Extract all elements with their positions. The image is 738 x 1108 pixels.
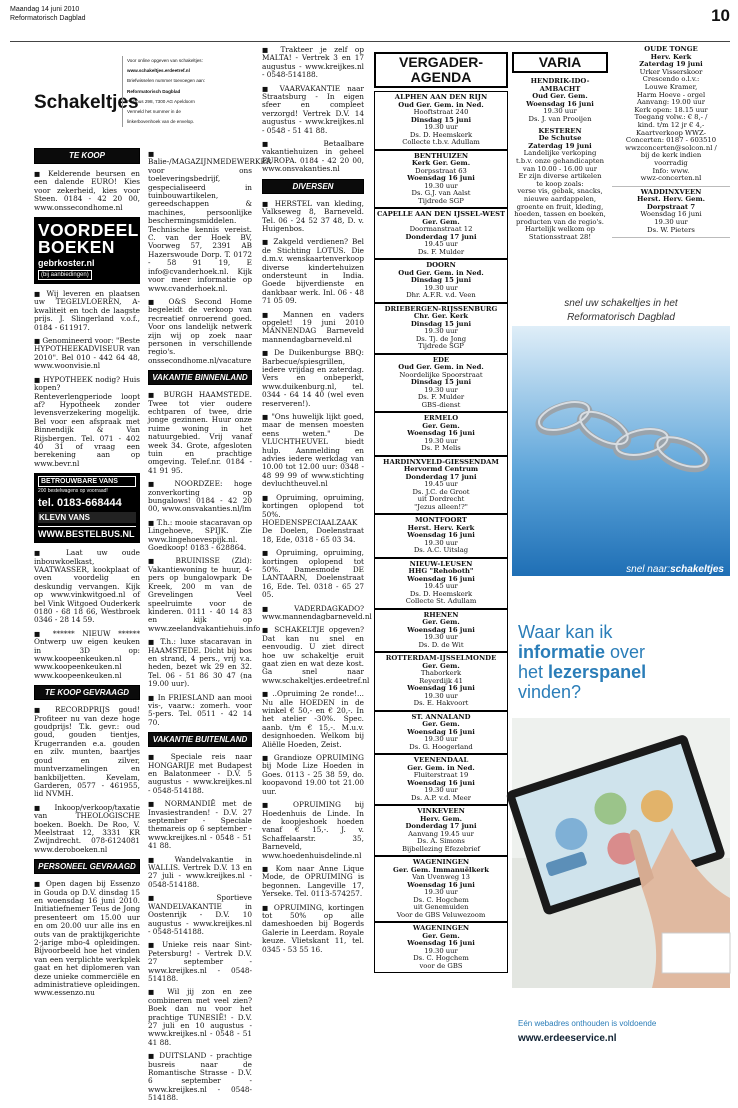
entry-line: Woensdag 16 juni [407, 880, 475, 889]
entry-line: Toegang volw.: € 8,- / [634, 113, 708, 122]
entry-line: Woensdag 16 juni [407, 684, 475, 692]
entry-place: WAGENINGEN [412, 924, 470, 932]
entry-line: 19.30 uur [424, 538, 458, 547]
entry-place: CAPELLE AAN DEN IJSSEL-WEST [376, 210, 506, 218]
entry-line: Thaborkerk [420, 669, 462, 677]
klein-vans-logo: KLEVN VANS [38, 512, 136, 523]
entry-place: WADDINXVEEN [640, 187, 702, 196]
ad-headline: BOEKEN [38, 237, 115, 258]
entry-line: bij de kerk indien [640, 151, 702, 160]
classified-ad: ■ Balie-/MAGAZIJNMEDEWERKER voor ons toeleveringsbedrijf, gespecialiseerd in tuinbouwartikelen, gereedschappen & machines, persoonlijke beschermingsmiddelen. Technische kennis vereist. C. van der Hoek BV, Voorweg 57, 2391 AB Hazerswoude Dorp. T. 0172 - 58 91 19, E info@cvanderhoek.nl. Kijk voor meer informatie op www.cvanderhoek.nl. [148, 150, 252, 293]
entry-line: De Schutse [538, 134, 582, 143]
agenda-entry [374, 412, 508, 456]
entry-line: Woensdag 16 juni [526, 99, 594, 108]
classified-ad: ■ RECORDPRIJS goud! Profiteer nu van deze hoge goudprijs! T.k. gevr.: oud goud, gouden tientjes, Krugerranden e.a. gouden en zilv. munten, baartjes goud en zilver, muntverzamelingen en bankbiljetten. Kevelam, Garderen, 0577 - 461955, lid NVMH. [34, 706, 140, 798]
section-header-diversen: DIVERSEN [262, 179, 364, 194]
entry-line: Oud Ger. Gem. in Ned. [398, 363, 484, 371]
entry-line: Hervormd Centrum [403, 465, 479, 473]
classifieds-column-1 [34, 146, 140, 1003]
classified-ad: ■ Opruiming, opruiming, kortingen oplopend tot 50%. HOEDENSPECIAALZAAK De Doelen, Doelenstraat 18, Ede, 0318 - 65 03 34. [262, 494, 364, 544]
entry-line: Herst. Herv. Kerk [407, 523, 475, 532]
entry-place: DRIEBERGEN-RIJSSENBURG [384, 304, 498, 313]
promo-slogan: snel uw schakeltjes in het [564, 298, 678, 309]
entry-line: Landelijke verkoping [523, 149, 597, 158]
entry-line: voorradig [654, 158, 688, 167]
section-header-personeel-gevraagd: PERSONEEL GEVRAAGD [34, 859, 140, 874]
entry-line: 19.45 uur [424, 240, 458, 248]
ad-phone: tel. 0183-668444 [38, 497, 122, 510]
ad-headline: VOORDEEL [38, 220, 139, 241]
entry-line: Woensdag 16 juni [407, 778, 475, 787]
ad-subline: (bij aanbiedingen) [38, 270, 92, 280]
paper-name: Reformatorisch Dagblad [10, 15, 86, 22]
classified-ad: ■ VAARVAKANTIE naar Straatsburg - In eigen sfeer en compleet verzorgd! Vertrek D.V. 14 augustus - www.kreijkes.nl - 0548 - 51 41 88. [262, 85, 364, 135]
entry-line: Urker Visserskoor [639, 67, 703, 76]
classified-ad: ■ DUITSLAND - prachtige busreis naar de Romantische Strasse - D.V. 6 september - www.kreijkes.nl - 0548-514188. [148, 1052, 252, 1102]
entry-line: Kaartverkoop WWZ- [635, 128, 707, 137]
entry-line: Ds. D. Heemskerk [409, 589, 473, 598]
entry-line: Harm Hoeve - orgel [636, 90, 706, 99]
entry-line: wwzconcerten@solcon.nl / [625, 143, 717, 152]
agenda-entry [374, 456, 508, 515]
entry-place: MONTFOORT [415, 516, 467, 524]
entry-line: van 10.00 - 16.00 uur [522, 164, 598, 173]
classified-ad: ■ Genomineerd voor: "Beste HYPOTHEEKADVISEUR van 2010". Bel 010 - 442 64 48, www.woonvisie.nl [34, 337, 140, 371]
entry-place: ST. ANNALAND [411, 712, 471, 721]
entry-line: Collecte St. Adullam [405, 597, 477, 605]
masthead-line: Reformatorisch Dagblad [122, 87, 262, 97]
agenda-entry [374, 652, 508, 711]
entry-line: Woensdag 16 juni [407, 727, 475, 736]
classifieds-column-3 [262, 45, 372, 959]
entry-line: Collecte t.b.v. Adullam [402, 138, 480, 146]
entry-line: Oud Ger. Gem. in Ned. [398, 268, 484, 277]
varia-header: VARIA [512, 52, 608, 73]
entry-line: Bijbellezing Efezebrief [401, 844, 481, 853]
entry-line: 19.45 uur [424, 480, 458, 488]
classified-ad: ■ Wij leveren en plaatsen uw TEGELVLOEREN, A-kwaliteit en toch de laagste prijs. J. Slingerland v.o.f., 0184 - 611917. [34, 290, 140, 332]
agenda-entry [374, 558, 508, 609]
classified-ad: ■ "Ons huwelijk lijkt goed, maar de mensen moesten eens weten." De VLUCHTHEUVEL biedt hulp. Aanmelding en advies iedere werkdag van 10.00 tot 12.00 uur: 0348 - 48 99 99 of www.stichting devluchtheuvel.nl [262, 413, 364, 489]
entry-line: te koop zoals: [536, 179, 584, 188]
ad-website: gebrkoster.nl [38, 258, 95, 269]
entry-line: Herv. Gem. [419, 814, 462, 823]
bestelbus-ad[interactable] [34, 473, 140, 543]
page-number: 10 [711, 6, 730, 25]
entry-line: Ds. J.C. de Groot [412, 487, 470, 496]
entry-line: 19.30 uur [424, 888, 458, 896]
entry-line: uit Dordrecht [417, 495, 465, 503]
ad-headline: over [605, 642, 646, 662]
tablet-hand-image [512, 718, 730, 988]
entry-line: Zaterdag 19 juni [639, 60, 703, 69]
section-header-te-koop-gevraagd: TE KOOP GEVRAAGD [34, 685, 140, 700]
entry-line: Ds. C. Hogchem [413, 954, 469, 962]
chain-image [512, 326, 730, 576]
masthead-line: linkerbovenhoek van de envelop. [122, 117, 262, 127]
entry-line: Ger. Gem. [422, 661, 460, 670]
lezerspanel-ad[interactable] [512, 608, 730, 1058]
vergader-agenda [374, 52, 508, 973]
entry-line: HHG "Rehoboth" [408, 567, 474, 575]
classified-ad: ■ ****** NIEUW ****** Ontwerp uw eigen keuken in 3D op: www.koopeenkeuken.nl www.koopeenkeuken.nl www.koopeenkeuken.nl [34, 630, 140, 680]
entry-line: Donderdag 17 juni [405, 822, 477, 830]
entry-line: Woensdag 16 juni [407, 174, 475, 182]
entry-line: Ds. G. Hoogerland [409, 742, 473, 751]
entry-line: Reyerdijk 41 [419, 676, 463, 685]
entry-line: wwz-concerten.nl [640, 174, 702, 183]
ad-headline: het [518, 662, 549, 682]
entry-line: Hooftstraat 240 [413, 108, 469, 116]
classified-ad: ■ BRUINISSE (Zld): Vakantiewoning te huur, 4-pers op bungalowpark De Kreek, 200 m van de Grevelingen Veel speelruimte voor de kinderen. 0111 - 40 14 83 en kijk op www.zeelandvakantiehuis.info [148, 557, 252, 633]
classified-ad: ■ Kelderende beursen en een dalende EURO! Kies voor zekerheid, kies voor Steen. 0184 - 42 20 00, www.onssecondhome.nl [34, 170, 140, 212]
entry-line: Dinsdag 15 juni [410, 276, 472, 284]
ad-headline: vinden? [518, 682, 582, 702]
entry-line: verse vis, gebak, snacks, [517, 187, 603, 196]
ad-subline: 200 bestelwagens op voorraad! [38, 488, 108, 495]
entry-line: Dinsdag 15 juni [410, 378, 472, 386]
ad-website: WWW.BESTELBUS.NL [38, 526, 136, 539]
entry-line: uit Genemuiden [413, 903, 469, 911]
entry-place: KESTEREN [538, 126, 582, 135]
promo-footer [626, 564, 724, 588]
classified-ad: ■ NORMANDIË met de Invasiestranden! - D.V. 27 september - Speciale themareis op 6 september - www.kreijkes.nl - 0548 - 51 41 88. [148, 800, 252, 850]
classified-ad: ■ Betaalbare vakantiehuizen in geheel EUROPA. 0184 - 42 20 00, www.onsvakanties.nl [262, 140, 364, 174]
varia-continued-list [612, 44, 730, 238]
entry-line: 19.30 uur [424, 283, 458, 292]
section-header-te-koop: TE KOOP [34, 148, 140, 164]
entry-line: Ger. Gem. [422, 421, 460, 430]
entry-line: Tijdrede SGP [418, 342, 464, 350]
classified-ad: ■ Opruiming, opruiming, kortingen oplopend tot 50%. Damesmode DE LANTAARN, Doelenstraat 16, Ede. Tel. 0318 - 65 27 05. [262, 549, 364, 599]
classified-ad: ■ VADERDAGKADO? www.mannendagbarneveld.nl [262, 605, 364, 622]
classified-ad: ■ Grandioze OPRUIMING bij Mode Lize Hoeden in Goes. 0113 - 25 38 59, do. koopavond 19.00 tot 21.00 uur. [262, 754, 364, 796]
entry-line: Dhr. A.F.R. v.d. Veen [406, 291, 476, 299]
ad-website[interactable]: www.erdeeservice.nl [518, 1033, 617, 1044]
classified-ad: ■ Kom naar Anne Lique Mode, de OPRUIMING is begonnen. Langeville 17, Yerseke. Tel. 0113-574257. [262, 865, 364, 899]
varia-list [512, 76, 608, 243]
entry-place: BENTHUIZEN [413, 151, 469, 160]
entry-line: Ds. A. Simons [417, 837, 465, 845]
voordeel-boeken-ad[interactable] [34, 217, 140, 284]
entry-line: Fluiterstraat 19 [413, 771, 469, 779]
promo-slogan: Reformatorisch Dagblad [567, 312, 675, 323]
entry-line: 19.30 uur [424, 946, 458, 955]
masthead-line: Postbus 298, 7300 AG Apeldoorn [122, 97, 262, 107]
classifieds-column-2 [148, 150, 272, 1108]
entry-line: 19.30 uur [424, 633, 458, 641]
entry-line: 19.30 uur [424, 786, 458, 794]
entry-line: 19.45 uur [424, 582, 458, 590]
entry-place: ALPHEN AAN DEN RIJN [394, 93, 488, 101]
ad-footnote: Eén webadres onthouden is voldoende [518, 1019, 657, 1028]
ad-headline-bold: lezerspanel [548, 662, 647, 682]
masthead-link[interactable]: www.schakeltjes.erdeetref.nl [122, 66, 262, 76]
classified-ad: ■ Unieke reis naar Sint-Petersburg! - Vertrek D.V. 27 september - www.kreijkes.nl - 0548-514188. [148, 941, 252, 983]
entry-line: Woensdag 16 juni [407, 429, 475, 437]
entry-line: Tijdrede SGP [418, 196, 464, 205]
section-header-vakantie-buitenland: VAKANTIE BUITENLAND [148, 732, 252, 747]
entry-line: Hartelijk welkom op [525, 225, 595, 234]
entry-line: 19.30 uur [424, 735, 458, 743]
entry-line: Ds. D. Heemskerk [409, 130, 473, 139]
entry-line: Herst. Herv. Gem. [636, 195, 706, 204]
entry-line: GBS-dienst [421, 400, 461, 409]
entry-line: Van Uvenweg 13 [412, 873, 470, 881]
classified-ad: ■ T.h.: luxe stacaravan in HAAMSTEDE. Dicht bij bos en strand, 4 pers., vrij v.a. heden, bezet wk 29 en 32. Tel. 06 - 51 86 30 47 (na 19.00 uur). [148, 638, 252, 688]
entry-place: ROTTERDAM-IJSSELMONDE [385, 654, 497, 662]
entry-line: Ds. J. van Prooijen [528, 114, 592, 123]
entry-line: kind. t/m 12 jr € 4,- [637, 120, 705, 129]
entry-line: Zaterdag 19 juni [528, 141, 592, 150]
varia-section [512, 52, 608, 243]
entry-line: Ger. Gem. Immanuëlkerk [393, 865, 489, 874]
entry-line: 19.30 uur [654, 218, 688, 227]
classified-ad: ■ Wandelvakantie in WALLIS. Vertrek D.V. 13 en 27 juli - www.kreijkes.nl - 0548-514188. [148, 856, 252, 890]
agenda-entry [374, 711, 508, 755]
entry-place: WAGENINGEN [412, 858, 470, 866]
entry-line: Ds. E. Hakvoort [413, 699, 469, 707]
masthead-info [122, 56, 262, 127]
classified-ad: ■ Wil jij zon en zee combineren met veel zien? Boek dan nu voor het prachtige TUNESIË! - D.V. 27 juli en 10 augustus - www.kreijkes.nl - 0548 - 51 41 88. [148, 988, 252, 1047]
entry-line: Kerk Ger. Gem. [411, 159, 471, 167]
entry-line: 19.30 uur [424, 385, 458, 394]
agenda-entry [374, 208, 508, 259]
entry-line: hoeden, tassen en boeken, [514, 210, 606, 219]
entry-line: Ds. D. de Wit [418, 640, 464, 649]
entry-place: HARDINXVELD-GIESSENDAM [383, 457, 499, 466]
entry-line: Dinsdag 15 juni [410, 319, 472, 328]
entry-line: "Jezus alleen!?" [414, 502, 468, 511]
ad-headline: Waar kan ik [518, 622, 613, 642]
entry-line: Aanvang: 19.00 uur [636, 98, 706, 107]
entry-line: Ds. P. Melis [421, 444, 461, 452]
entry-line: t.b.v. onze gehandicapten [515, 156, 605, 165]
entry-line: Ger. Gem. [422, 618, 460, 626]
entry-line: 19.30 uur [543, 107, 577, 116]
entry-line: 19.30 uur [424, 436, 458, 445]
classified-ad: ■ Speciale reis naar HONGARIJE met Budapest en Balatonmeer - D.V. 5 augustus - www.kreijkes.nl - 0548-514188. [148, 753, 252, 795]
ad-headline-bold: informatie [518, 642, 606, 662]
entry-line: nieuwe aardappelen, [523, 194, 597, 203]
entry-line: Kerk open: 18.15 uur [634, 105, 708, 114]
entry-line: Aanvang 19.45 uur [408, 829, 474, 838]
vergader-agenda-header: VERGADER-AGENDA [374, 52, 508, 88]
schakeltjes-masthead [34, 52, 260, 142]
entry-line: Donderdag 17 juni [405, 472, 477, 481]
classified-ad: ■ NOORDZEE: hoge zonverkorting op bungalows! 0184 - 42 20 00, www.onsvakanties.nl/lm [148, 480, 252, 514]
agenda-entry [374, 91, 508, 150]
agenda-entry [374, 856, 508, 922]
entry-line: Dinsdag 15 juni [410, 115, 472, 124]
classified-ad: ■ Mannen en vaders opgelet! 19 juni 2010 MANNENDAG Barneveld mannendagbarneveld.nl [262, 311, 364, 345]
entry-line: 19.30 uur [424, 181, 458, 190]
promo-footer-text: snel naar: [626, 564, 671, 575]
entry-line: Chr. Ger. Kerk [413, 312, 469, 320]
entry-line: Ds. A.P. v.d. Meer [411, 793, 471, 802]
entry-place: OUDE TONGE [644, 45, 698, 53]
classified-ad: ■ HERSTEL van kleding, Valkseweg 8, Barneveld. Tel. 06 - 24 52 37 48, D. v. Huigenbos. [262, 200, 364, 234]
entry-place: EDE [432, 355, 450, 364]
classified-ad: ■ Laat uw oude inbouwkoelkast, VAATWASSER, kookplaat of oven voordelig en deskundig vervangen. Kijk op www.vinkwitgoed.nl of bel Vink Witgoed Ouderkerk 0180 - 68 18 66, Westbroek 0346 - 28 14 59. [34, 549, 140, 625]
entry-line: Woensdag 16 juni [407, 625, 475, 634]
classified-ad: ■ Open dagen bij Essenzo in Gouda op D.V. dinsdag 15 en woensdag 16 juni 2010. Initiatiefnemer Teus de Jong presenteert om 15.00 uur en om 20.00 uur alle ins en outs van de praktijkgerichte 2-jarige mbo-4 opleidingen. Bijvoorbeeld hoe het vinden van een verplichte werkplek gaat en het diplomeren van deze unieke commerciële en administratieve opleidingen. www.essenzo.nu [34, 880, 140, 998]
entry-line: Ds. G.J. van Aalst [411, 189, 471, 197]
agenda-entry [612, 44, 730, 187]
entry-place: HENDRIK-IDO-AMBACHT [530, 77, 590, 93]
entry-line: Donderdag 17 juni [405, 232, 477, 241]
masthead-title: Schakeltjes [34, 92, 139, 113]
classified-ad: ■ SCHAKELTJE opgeven? Dat kan nu snel en eenvoudig. U ziet direct hoe uw schakeltje eruit gaat zien en wat deze kost. Ga snel naar www.schakeltjes.erdeetref.nl [262, 626, 364, 685]
varia-continued [612, 44, 730, 238]
agenda-entry [374, 754, 508, 805]
vergader-agenda-list [374, 91, 508, 973]
entry-line: Woensdag 16 juni [407, 531, 475, 539]
entry-line: Dorpstraat 7 [646, 202, 696, 211]
entry-place: NIEUW-LEUSEN [409, 559, 473, 568]
entry-line: Crescendo o.l.v.: [642, 75, 700, 84]
classified-ad: ■ ..Opruiming 2e ronde!... Nu alle HOEDEN in de winkel € 50,- en € 20,-. In het atelier -30%. Spec. aanb. t/m € 15,-. M.u.v. designhoeden. Welkom bij Aliëlle Hoeden, Zeist. [262, 690, 364, 749]
classified-ad: ■ Trakteer je zelf op MALTA! - Vertrek 3 en 17 augustus - www.kreijkes.nl - 0548-514188. [262, 46, 364, 80]
entry-line: 19.30 uur [424, 123, 458, 131]
classified-ad: ■ OPRUIMING bij Hoedenhuis de Linde. In de koopjeshoek hoeden vanaf € 15,-. J. v. Schaffelaarstr. 35, Barneveld, www.hoedenhuisdelinde.nl [262, 801, 364, 860]
entry-line: Stationsstraat 28! [528, 232, 592, 241]
ad-headline: BETROUWBARE VANS [38, 476, 136, 487]
entry-line: Oud Ger. Gem. in Ned. [398, 100, 484, 109]
entry-line: Ger. Gem. [422, 931, 460, 940]
entry-line: Ds. W. Pieters [647, 225, 695, 234]
entry-line: Ger. Gem. [422, 217, 460, 226]
entry-line: Ds. F. Mulder [417, 247, 465, 256]
entry-line: 19.30 uur [424, 327, 458, 335]
classified-ad: ■ T.h.: mooie stacaravan op Lingehoeve, SPIJK. Zie www.lingehoevespijk.nl. Goedkoop! 0183 - 628864. [148, 519, 252, 553]
agenda-entry [612, 187, 730, 239]
classified-ad: ■ In FRIESLAND aan mooi vis-, vaarw.: zomerh. voor 5-pers. Tel. 0511 - 42 14 70. [148, 694, 252, 728]
masthead-line: Vermeld het nummer in de [122, 107, 262, 117]
promo-footer-bold: schakeltjes [670, 564, 724, 575]
classified-ad: ■ O&S Second Home begeleidt de verkoop van recreatief onroerend goed. Voor ons landelijk netwerk zijn wij op zoek naar personen in verschillende regio's. onssecondhome.nl/vacature [148, 298, 252, 365]
entry-line: Woensdag 16 juni [640, 210, 702, 219]
masthead-line: Briefwisselen nummer toevoegen aan: [122, 76, 262, 86]
entry-line: Ds. Tj. de Jong [415, 334, 467, 343]
entry-line: Woensdag 16 juni [407, 574, 475, 583]
entry-line: Woensdag 16 juni [407, 939, 475, 947]
agenda-entry [374, 259, 508, 303]
entry-line: Ger. Gem. in Ned. [407, 763, 475, 772]
issue-date: Maandag 14 juni 2010 [10, 6, 80, 13]
entry-line: Doormanstraat 12 [409, 225, 473, 233]
entry-line: groente en fruit, kleding, [516, 202, 604, 211]
entry-place: DOORN [426, 261, 456, 269]
entry-line: Info: www. [652, 166, 690, 175]
agenda-entry [512, 126, 608, 244]
agenda-entry [512, 76, 608, 126]
entry-line: Herv. Kerk [650, 52, 692, 61]
classified-ad: ■ Sportieve WANDELVAKANTIE in Oostenrijk - D.V. 10 augustus - www.kreijkes.nl - 0548-514188. [148, 894, 252, 936]
agenda-entry [374, 922, 508, 973]
classified-ad: ■ OPRUIMING, kortingen tot 50% op alle dameshoeden bij Bogerds Galerie in Leerdam. Royale keuze. Vlietskant 11, tel. 0345 - 53 55 16. [262, 904, 364, 954]
page-header [10, 6, 730, 42]
entry-line: Dorpsstraat 63 [415, 166, 467, 175]
masthead-line: Voor online opgeven van schakeltjes: [122, 56, 262, 66]
entry-line: Voor de GBS Veluwezoom [396, 910, 486, 919]
entry-line: producten van de regio's. [516, 217, 604, 226]
agenda-entry [374, 609, 508, 653]
entry-place: RHENEN [423, 610, 459, 619]
classified-ad: ■ De Duikenburgse BBQ: Barbecue/spiesgrillen, iedere vrijdag en zaterdag. Vers en onbeperkt, www.duikenburg.nl, tel. 0344 - 64 14 40 (wel even reserveren!). [262, 349, 364, 408]
entry-place: ERMELO [423, 414, 459, 422]
entry-line: voor de GBS [419, 961, 463, 970]
entry-line: Oud Ger. Gem. [532, 92, 588, 101]
schakeltjes-promo-ad[interactable] [512, 296, 730, 596]
entry-line: Concerten: 0187 - 603510 [625, 136, 717, 145]
entry-place: VINKEVEEN [417, 807, 465, 815]
agenda-entry [374, 354, 508, 413]
classified-ad: ■ HYPOTHEEK nodig? Huis kopen? Renteverlengperiode loopt af? Hypotheek zonder levensverzekering mogelijk. Bel voor een afspraak met Binnendijk & Van Rijsbergen. Tel. 071 - 402 40 31 of vraag een berekening aan op www.bevr.nl [34, 376, 140, 468]
entry-line: Noordelijke Spoorstraat [399, 370, 483, 379]
classified-ad: ■ BURGH HAAMSTEDE. Twee tot vier oudere echtparen of twee, drie jonge gezinnen. Huur onze ruime woning in het natuurgebied. Vrij vanaf week 34. Grote, afgesloten tuin en prachtige omgeving. Telef.nr. 0184 - 41 91 95. [148, 391, 252, 475]
agenda-entry [374, 514, 508, 558]
classified-ad: ■ Zakgeld verdienen? Bel de Stichting LOTUS. Die d.m.v. wenskaartenverkoop diverse kindertehuizen ondersteunt in India. Goede bijverdienste en dankbaar werk. Inl. 06 - 48 71 05 09. [262, 238, 364, 305]
section-header-vakantie-binnenland: VAKANTIE BINNENLAND [148, 370, 252, 385]
agenda-entry [374, 805, 508, 856]
entry-line: Ger. Gem. [422, 720, 460, 728]
entry-line: Ds. A.C. Uitslag [413, 546, 469, 554]
entry-line: Er zijn diverse artikelen [518, 172, 602, 181]
agenda-entry [374, 150, 508, 209]
entry-place: VEENENDAAL [413, 756, 469, 764]
classified-ad: ■ Inkoop/verkoop/taxatie van THEOLOGISCHE boeken. Boekh. De Roo, V. Meelstraat 12, 3331 KR Zwijndrecht. 078-6124081 www.deroboeken.nl [34, 804, 140, 854]
promo-footer-url: op www.erdeetref.nl [635, 576, 724, 587]
entry-line: 19.30 uur [424, 691, 458, 700]
entry-line: Ds. C. Hogchem [413, 895, 469, 904]
entry-line: Ds. F. Mulder [417, 393, 465, 401]
entry-line: Louwe Kramer, [644, 82, 698, 91]
agenda-entry [374, 303, 508, 354]
